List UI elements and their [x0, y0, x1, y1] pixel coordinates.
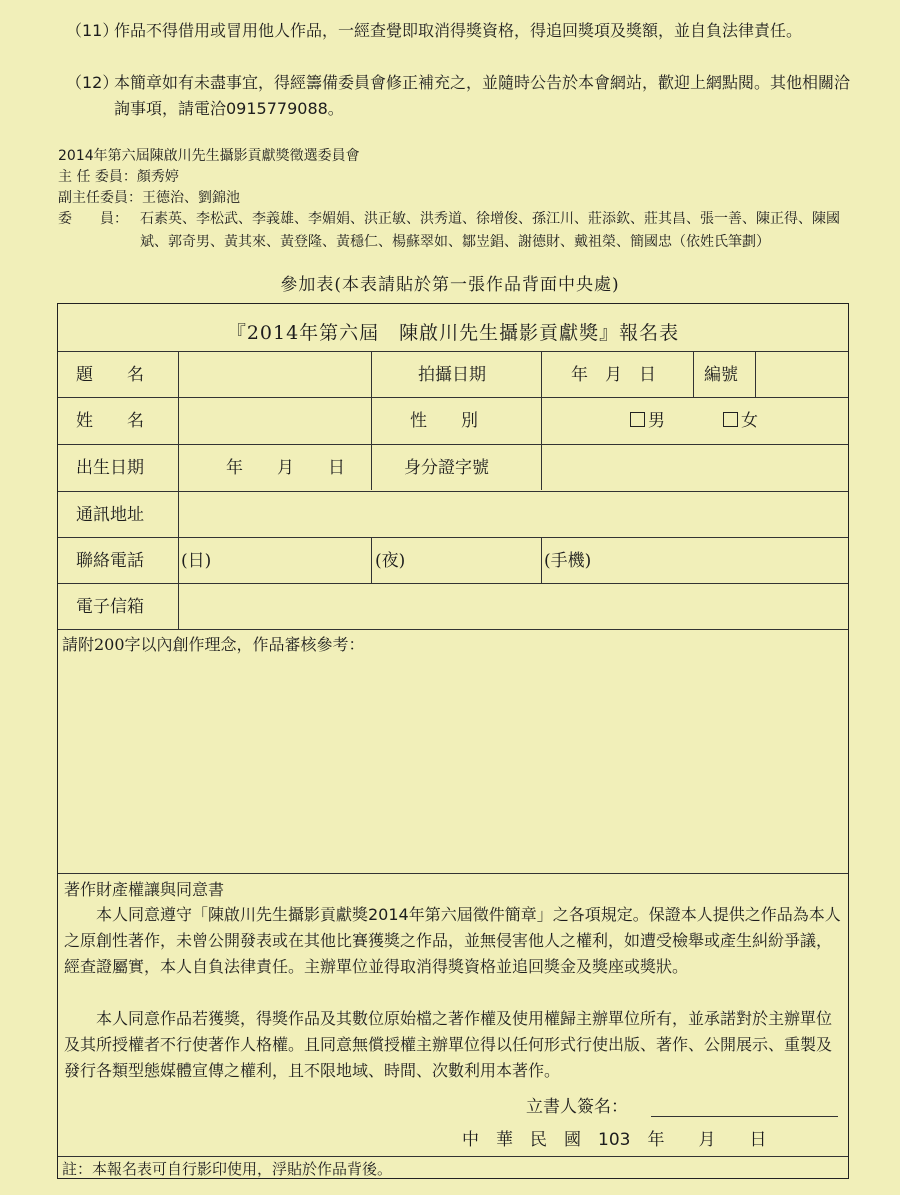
committee-title: 2014年第六屆陳啟川先生攝影貢獻獎徵選委員會 [58, 148, 360, 164]
form-line [371, 351, 372, 490]
agreement-paragraph-2: 本人同意作品若獲獎，得獎作品及其數位原始檔之著作權及使用權歸主辦單位所有，並承諾對於主辦單位及其所授權者不行使著作人格權。且同意無償授權主辦單位得以任何形式行使出版、著作、公開展示、重製及發行各類型態媒體宣傳之權利，且不限地域、時間、次數利用本著作。 [64, 1009, 833, 1080]
agreement-date: 中 華 民 國 103 年 月 日 [462, 1130, 767, 1150]
creative-concept-input[interactable] [62, 662, 844, 870]
registration-form [57, 303, 849, 1179]
form-title: 『2014年第六屆 陳啟川先生攝影貢獻獎』報名表 [226, 322, 680, 344]
label-address: 通訊地址 [76, 505, 144, 525]
form-line [58, 537, 848, 538]
rule-text: 本簡章如有未盡事宜，得經籌備委員會修正補充之，並隨時公告於本會網站，歡迎上網點閱。其他相關洽詢事項，請電洽0915779088。 [114, 73, 851, 118]
label-birth-date: 出生日期 [76, 458, 144, 478]
signature-line[interactable] [651, 1116, 838, 1117]
label-title: 題 名 [76, 365, 144, 385]
form-line [58, 444, 848, 445]
birth-date-input[interactable]: 年 月 日 [226, 458, 345, 478]
id-number-input[interactable] [542, 446, 846, 490]
label-email: 電子信箱 [76, 597, 144, 617]
committee-vice-chair [58, 188, 858, 208]
shoot-date-input[interactable]: 年 月 日 [571, 365, 656, 385]
members-label: 委 員： [58, 211, 128, 227]
checkbox-icon [630, 412, 645, 427]
form-line [58, 397, 848, 398]
agreement-heading: 著作財產權讓與同意書 [64, 880, 225, 899]
label-creative-concept: 請附200字以內創作理念，作品審核參考： [62, 635, 365, 654]
rule-number: （12） [66, 73, 119, 92]
name-input[interactable] [179, 399, 370, 443]
members-names: 石素英、李松武、李義雄、李媚娟、洪正敏、洪秀道、徐增俊、孫江川、莊添欽、莊其昌、張一善、陳正得、陳國斌、郭奇男、黃其來、黃登隆、黃穩仁、楊蘇翠如、鄒岦錩、謝德財、戴祖榮、簡國忠（依姓氏筆劃） [140, 211, 840, 250]
form-line [371, 537, 372, 583]
label-id-number: 身分證字號 [404, 458, 489, 478]
form-line [58, 873, 848, 874]
chair-label: 主 任 委員： [58, 169, 137, 185]
vice-chair-label: 副主任委員： [58, 190, 142, 206]
form-caption: 參加表(本表請貼於第一張作品背面中央處) [280, 275, 620, 295]
address-input[interactable] [179, 493, 846, 536]
label-name: 姓 名 [76, 411, 144, 431]
gender-male-option[interactable] [630, 411, 665, 431]
label-gender: 性 別 [410, 411, 478, 431]
rule-number: （11） [66, 21, 119, 40]
title-input[interactable] [179, 353, 370, 396]
phone-day-input[interactable]: (日) [181, 551, 212, 571]
agreement-paragraph-1: 本人同意遵守「陳啟川先生攝影貢獻獎2014年第六屆徵件簡章」之各項規定。保證本人提供之作品為本人之原創性著作，未曾公開發表或在其他比賽獲獎之作品，並無侵害他人之權利，如遭受檢舉或產生糾紛爭議，經查證屬實，本人自負法律責任。主辦單位並得取消得獎資格並追回獎金及獎座或獎狀。 [64, 905, 841, 976]
label-number: 編號 [704, 365, 738, 385]
chair-name: 顏秀婷 [136, 169, 179, 185]
male-label: 男 [648, 411, 665, 431]
form-line [541, 537, 542, 583]
form-line [58, 351, 848, 352]
label-phone: 聯絡電話 [76, 551, 144, 571]
number-input[interactable] [756, 353, 846, 396]
rule-text: 作品不得借用或冒用他人作品，一經查覺即取消得獎資格，得追回獎項及獎額，並自負法律責任。 [114, 21, 803, 40]
form-line [58, 491, 848, 492]
form-note: 註：本報名表可自行影印使用，浮貼於作品背後。 [62, 1160, 393, 1178]
phone-night-input[interactable]: (夜) [375, 551, 406, 571]
form-line [693, 351, 694, 397]
gender-female-option[interactable] [723, 411, 758, 431]
signer-label: 立書人簽名： [526, 1097, 628, 1117]
label-shoot-date: 拍攝日期 [418, 365, 486, 385]
committee-chair [58, 167, 858, 187]
form-line [58, 629, 848, 630]
form-line [58, 583, 848, 584]
form-line [58, 1156, 848, 1157]
email-input[interactable] [179, 585, 846, 628]
checkbox-icon [723, 412, 738, 427]
female-label: 女 [741, 411, 758, 431]
vice-chair-names: 王德治、劉錦池 [142, 190, 240, 206]
phone-mobile-input[interactable]: (手機) [544, 551, 592, 571]
